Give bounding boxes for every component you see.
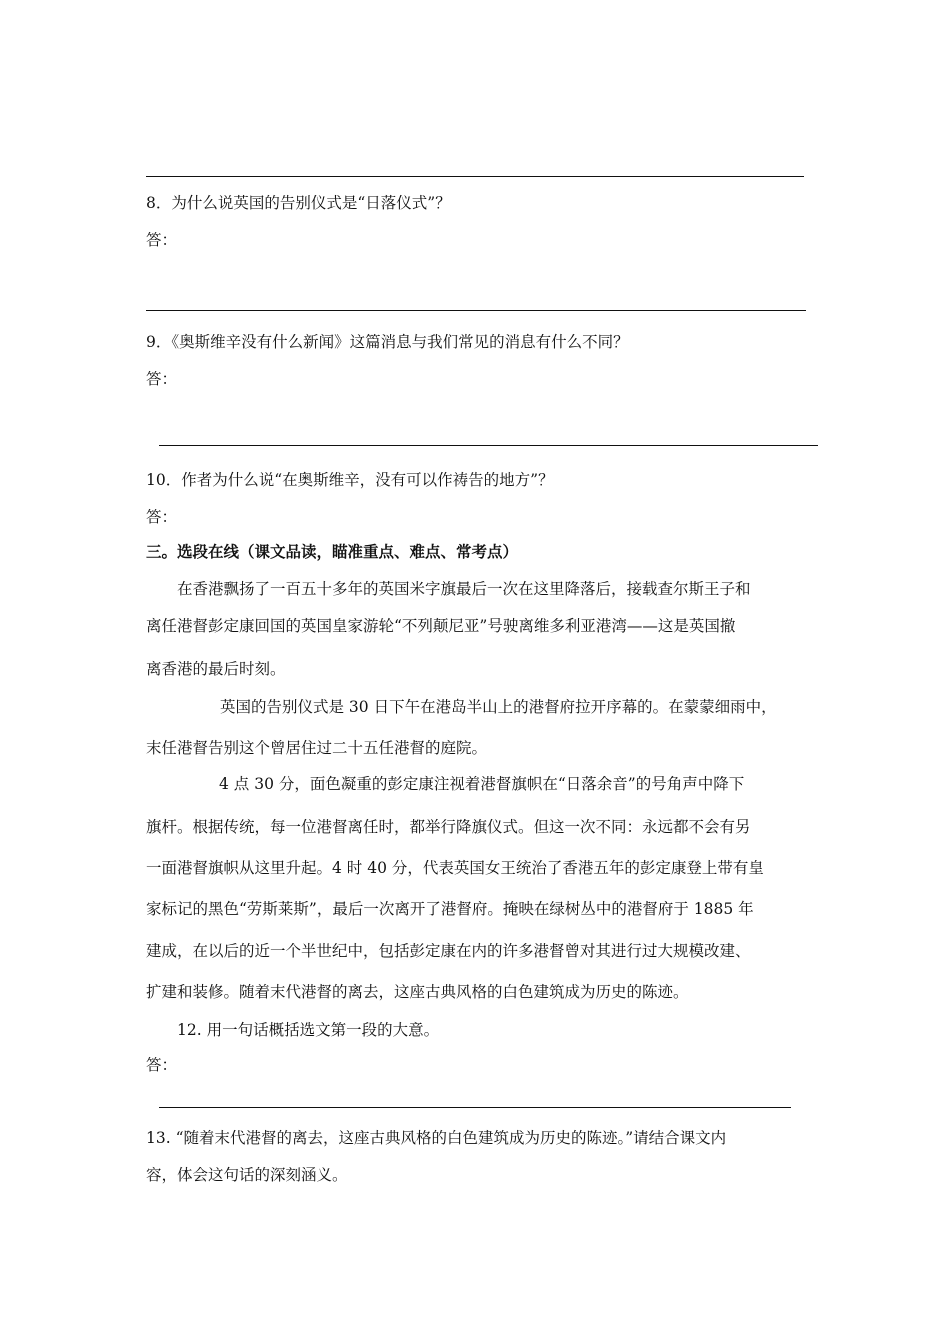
answer-line xyxy=(146,176,804,177)
passage-line: 建成，在以后的近一个半世纪中，包括彭定康在内的许多港督曾对其进行过大规模改建、 xyxy=(146,942,751,960)
question-9: 9．《奥斯维辛没有什么新闻》这篇消息与我们常见的消息有什么不同？ xyxy=(146,333,629,351)
passage-line: 扩建和装修。随着末代港督的离去，这座古典风格的白色建筑成为历史的陈迹。 xyxy=(146,983,689,1001)
passage-line: 英国的告别仪式是 30 日下午在港岛半山上的港督府拉开序幕的。在蒙蒙细雨中， xyxy=(220,698,777,716)
passage-line: 离任港督彭定康回国的英国皇家游轮“不列颠尼亚”号驶离维多利亚港湾——这是英国撤 xyxy=(146,617,736,635)
passage-line: 4 点 30 分，面色凝重的彭定康注视着港督旗帜在“日落余音”的号角声中降下 xyxy=(219,775,745,793)
answer-line-9 xyxy=(159,445,818,446)
passage-line: 旗杆。根据传统，每一位港督离任时，都举行降旗仪式。但这一次不同：永远都不会有另 xyxy=(146,818,751,836)
answer-label-12: 答： xyxy=(146,1056,178,1074)
passage-line: 末任港督告别这个曾居住过二十五任港督的庭院。 xyxy=(146,739,488,757)
passage-line: 离香港的最后时刻。 xyxy=(146,660,286,678)
passage-line: 家标记的黑色“劳斯莱斯”，最后一次离开了港督府。掩映在绿树丛中的港督府于 1885 年 xyxy=(146,900,754,918)
question-13-continued: 容，体会这句话的深刻涵义。 xyxy=(146,1166,348,1184)
answer-line-8 xyxy=(146,310,806,311)
question-13: 13. “随着末代港督的离去，这座古典风格的白色建筑成为历史的陈迹。”请结合课文内 xyxy=(146,1129,727,1147)
passage-line: 在香港飘扬了一百五十多年的英国米字旗最后一次在这里降落后，接载查尔斯王子和 xyxy=(177,580,751,598)
answer-label-8: 答： xyxy=(146,231,178,249)
question-12: 12. 用一句话概括选文第一段的大意。 xyxy=(177,1021,440,1039)
answer-line-12 xyxy=(159,1107,791,1108)
section-heading: 三。选段在线（课文品读，瞄准重点、难点、常考点） xyxy=(146,542,519,561)
answer-label-10: 答： xyxy=(146,508,178,526)
question-10: 10．作者为什么说“在奥斯维辛，没有可以作祷告的地方”？ xyxy=(146,471,554,489)
answer-label-9: 答： xyxy=(146,370,178,388)
question-8: 8．为什么说英国的告别仪式是“日落仪式”？ xyxy=(146,194,451,212)
passage-line: 一面港督旗帜从这里升起。4 时 40 分，代表英国女王统治了香港五年的彭定康登上带有皇 xyxy=(146,859,764,877)
